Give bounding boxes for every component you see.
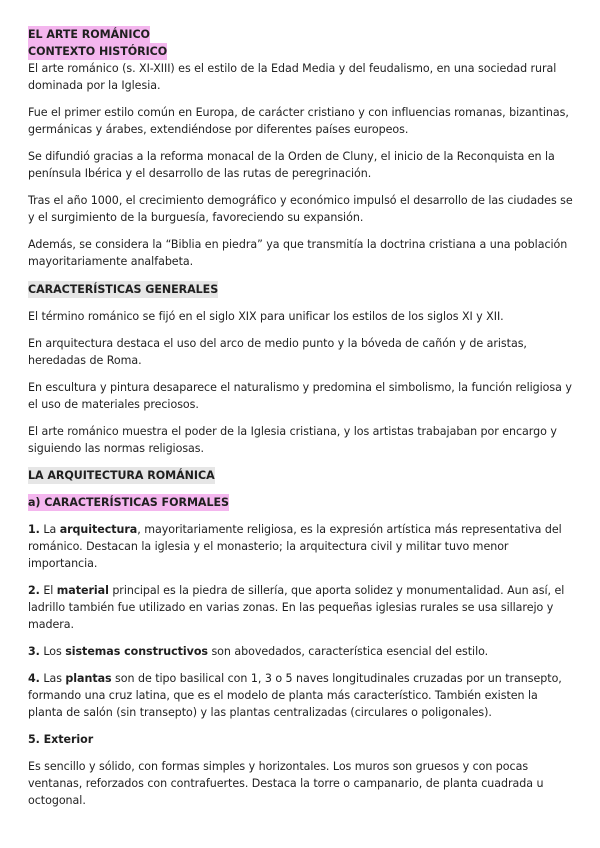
exterior-paragraph: Es sencillo y sólido, con formas simples y horizontales. Los muros son gruesos y con pocas ventanas, reforzados con contrafuertes. Destaca la torre o campanario, de planta cuadrada u octogonal. bbox=[28, 760, 544, 807]
general-heading: CARACTERÍSTICAS GENERALES bbox=[28, 283, 219, 296]
document-title: EL ARTE ROMÁNICO bbox=[28, 28, 150, 41]
exterior-heading: 5. Exterior bbox=[28, 733, 94, 746]
architecture-item-4 bbox=[28, 670, 576, 721]
item-number: 2. bbox=[28, 584, 40, 597]
item-keyword: arquitectura bbox=[59, 523, 138, 536]
item-keyword: sistemas constructivos bbox=[65, 645, 208, 658]
item-text: son de tipo basilical con 1, 3 o 5 naves longitudinales cruzadas por un transepto, formando una cruz latina, que es el modelo de planta más característico. También existen la planta de salón (sin transepto) y las plantas centralizadas (circulares o poligonales). bbox=[28, 672, 562, 719]
item-text: son abovedados, característica esencial del estilo. bbox=[207, 645, 489, 658]
general-paragraph-1: El término románico se fijó en el siglo XIX para unificar los estilos de los siglos XI y XII. bbox=[28, 310, 504, 323]
general-paragraph-3: En escultura y pintura desaparece el naturalismo y predomina el simbolismo, la función religiosa y el uso de materiales preciosos. bbox=[28, 381, 572, 411]
general-paragraph-4: El arte románico muestra el poder de la Iglesia cristiana, y los artistas trabajaban por encargo y siguiendo las normas religiosas. bbox=[28, 425, 557, 455]
architecture-item-2 bbox=[28, 582, 576, 633]
context-heading: CONTEXTO HISTÓRICO bbox=[28, 45, 168, 58]
formal-characteristics-heading: a) CARACTERÍSTICAS FORMALES bbox=[28, 496, 229, 509]
item-text: La bbox=[39, 523, 60, 536]
context-paragraph-5: Además, se considera la “Biblia en piedra” ya que transmitía la doctrina cristiana a una población mayoritariamente analfabeta. bbox=[28, 238, 568, 268]
item-text: principal es la piedra de sillería, que aporta solidez y monumentalidad. Aun así, el ladrillo también fue utilizado en varias zonas. En las pequeñas iglesias rurales se usa sillarejo y madera. bbox=[28, 584, 565, 631]
document-page bbox=[28, 26, 576, 809]
item-text: El bbox=[39, 584, 57, 597]
general-paragraph-2: En arquitectura destaca el uso del arco de medio punto y la bóveda de cañón y de aristas, heredadas de Roma. bbox=[28, 337, 527, 367]
item-keyword: material bbox=[56, 584, 109, 597]
architecture-item-3 bbox=[28, 643, 576, 660]
item-keyword: plantas bbox=[65, 672, 112, 685]
item-text: Los bbox=[39, 645, 66, 658]
item-number: 3. bbox=[28, 645, 40, 658]
context-paragraph-4: Tras el año 1000, el crecimiento demográfico y económico impulsó el desarrollo de las ciudades se y el surgimiento de la burguesía, favoreciendo su expansión. bbox=[28, 194, 573, 224]
item-number: 1. bbox=[28, 523, 40, 536]
item-text: Las bbox=[39, 672, 66, 685]
architecture-heading: LA ARQUITECTURA ROMÁNICA bbox=[28, 469, 215, 482]
context-paragraph-2: Fue el primer estilo común en Europa, de carácter cristiano y con influencias romanas, bizantinas, germánicas y árabes, extendiéndose por diferentes países europeos. bbox=[28, 106, 569, 136]
context-paragraph-1: El arte románico (s. XI-XIII) es el estilo de la Edad Media y del feudalismo, en una sociedad rural dominada por la Iglesia. bbox=[28, 62, 557, 92]
item-number: 4. bbox=[28, 672, 40, 685]
context-paragraph-3: Se difundió gracias a la reforma monacal de la Orden de Cluny, el inicio de la Reconquista en la península Ibérica y el desarrollo de las rutas de peregrinación. bbox=[28, 150, 555, 180]
item-text: , mayoritariamente religiosa, es la expresión artística más representativa del románico. Destacan la iglesia y el monasterio; la arquitectura civil y militar tuvo menor importancia. bbox=[28, 523, 562, 570]
architecture-item-1 bbox=[28, 521, 576, 572]
